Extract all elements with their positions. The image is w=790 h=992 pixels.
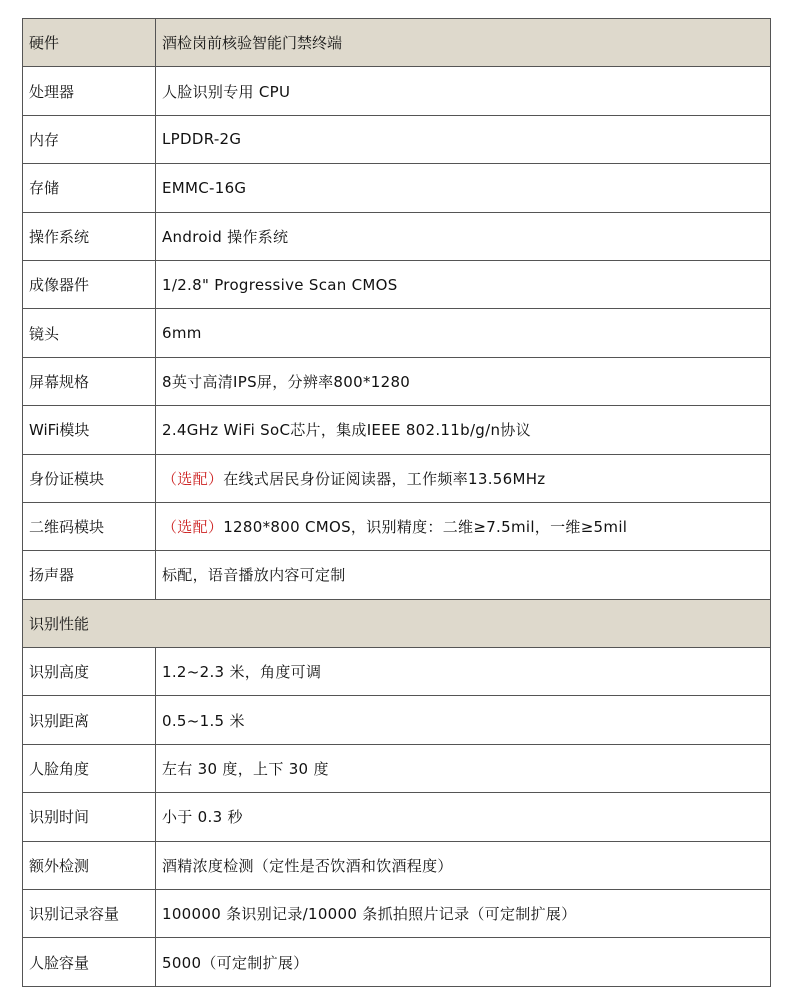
row-value: 2.4GHz WiFi SoC芯片，集成IEEE 802.11b/g/n协议 [156,406,771,454]
row-value: Android 操作系统 [156,212,771,260]
row-label: 操作系统 [23,212,156,260]
row-value-text: 在线式居民身份证阅读器，工作频率13.56MHz [223,469,546,488]
row-value: 5000（可定制扩展） [156,938,771,986]
table-row [23,793,771,841]
row-value [156,502,771,550]
table-row [23,309,771,357]
table-row [23,260,771,308]
row-value: LPDDR-2G [156,115,771,163]
table-header-row [23,19,771,67]
row-label: 识别高度 [23,648,156,696]
row-value [156,454,771,502]
row-label: 识别距离 [23,696,156,744]
row-label: 识别时间 [23,793,156,841]
row-value: 标配，语音播放内容可定制 [156,551,771,599]
table-row [23,357,771,405]
section-title: 识别性能 [23,599,771,647]
table-row [23,115,771,163]
row-value: 小于 0.3 秒 [156,793,771,841]
row-label: 内存 [23,115,156,163]
row-value: 1.2~2.3 米，角度可调 [156,648,771,696]
row-label: 识别记录容量 [23,890,156,938]
row-label: 二维码模块 [23,502,156,550]
row-value: 8英寸高清IPS屏，分辨率800*1280 [156,357,771,405]
row-label: 扬声器 [23,551,156,599]
row-value: 酒精浓度检测（定性是否饮酒和饮酒程度） [156,841,771,889]
table-row [23,841,771,889]
row-value: 人脸识别专用 CPU [156,67,771,115]
table-row [23,648,771,696]
row-value: 6mm [156,309,771,357]
row-label: 成像器件 [23,260,156,308]
table-row [23,212,771,260]
row-label: 人脸角度 [23,744,156,792]
table-row [23,551,771,599]
row-label: 额外检测 [23,841,156,889]
spec-table [22,18,771,987]
optional-tag: （选配） [162,469,224,488]
table-row [23,696,771,744]
table-row [23,502,771,550]
row-label: 存储 [23,164,156,212]
table-row [23,406,771,454]
row-value: EMMC-16G [156,164,771,212]
table-row [23,454,771,502]
row-value-text: 1280*800 CMOS，识别精度：二维≥7.5mil，一维≥5mil [223,518,628,537]
row-value: 100000 条识别记录/10000 条抓拍照片记录（可定制扩展） [156,890,771,938]
table-row [23,164,771,212]
row-value: 1/2.8" Progressive Scan CMOS [156,260,771,308]
table-row [23,744,771,792]
table-row [23,890,771,938]
row-label: 屏幕规格 [23,357,156,405]
table-row [23,67,771,115]
row-label: WiFi模块 [23,406,156,454]
row-label: 身份证模块 [23,454,156,502]
row-label: 人脸容量 [23,938,156,986]
header-value: 酒检岗前核验智能门禁终端 [156,19,771,67]
optional-tag: （选配） [162,518,224,537]
section-header-row [23,599,771,647]
row-value: 0.5~1.5 米 [156,696,771,744]
row-value: 左右 30 度，上下 30 度 [156,744,771,792]
row-label: 处理器 [23,67,156,115]
header-label: 硬件 [23,19,156,67]
table-row [23,938,771,986]
row-label: 镜头 [23,309,156,357]
